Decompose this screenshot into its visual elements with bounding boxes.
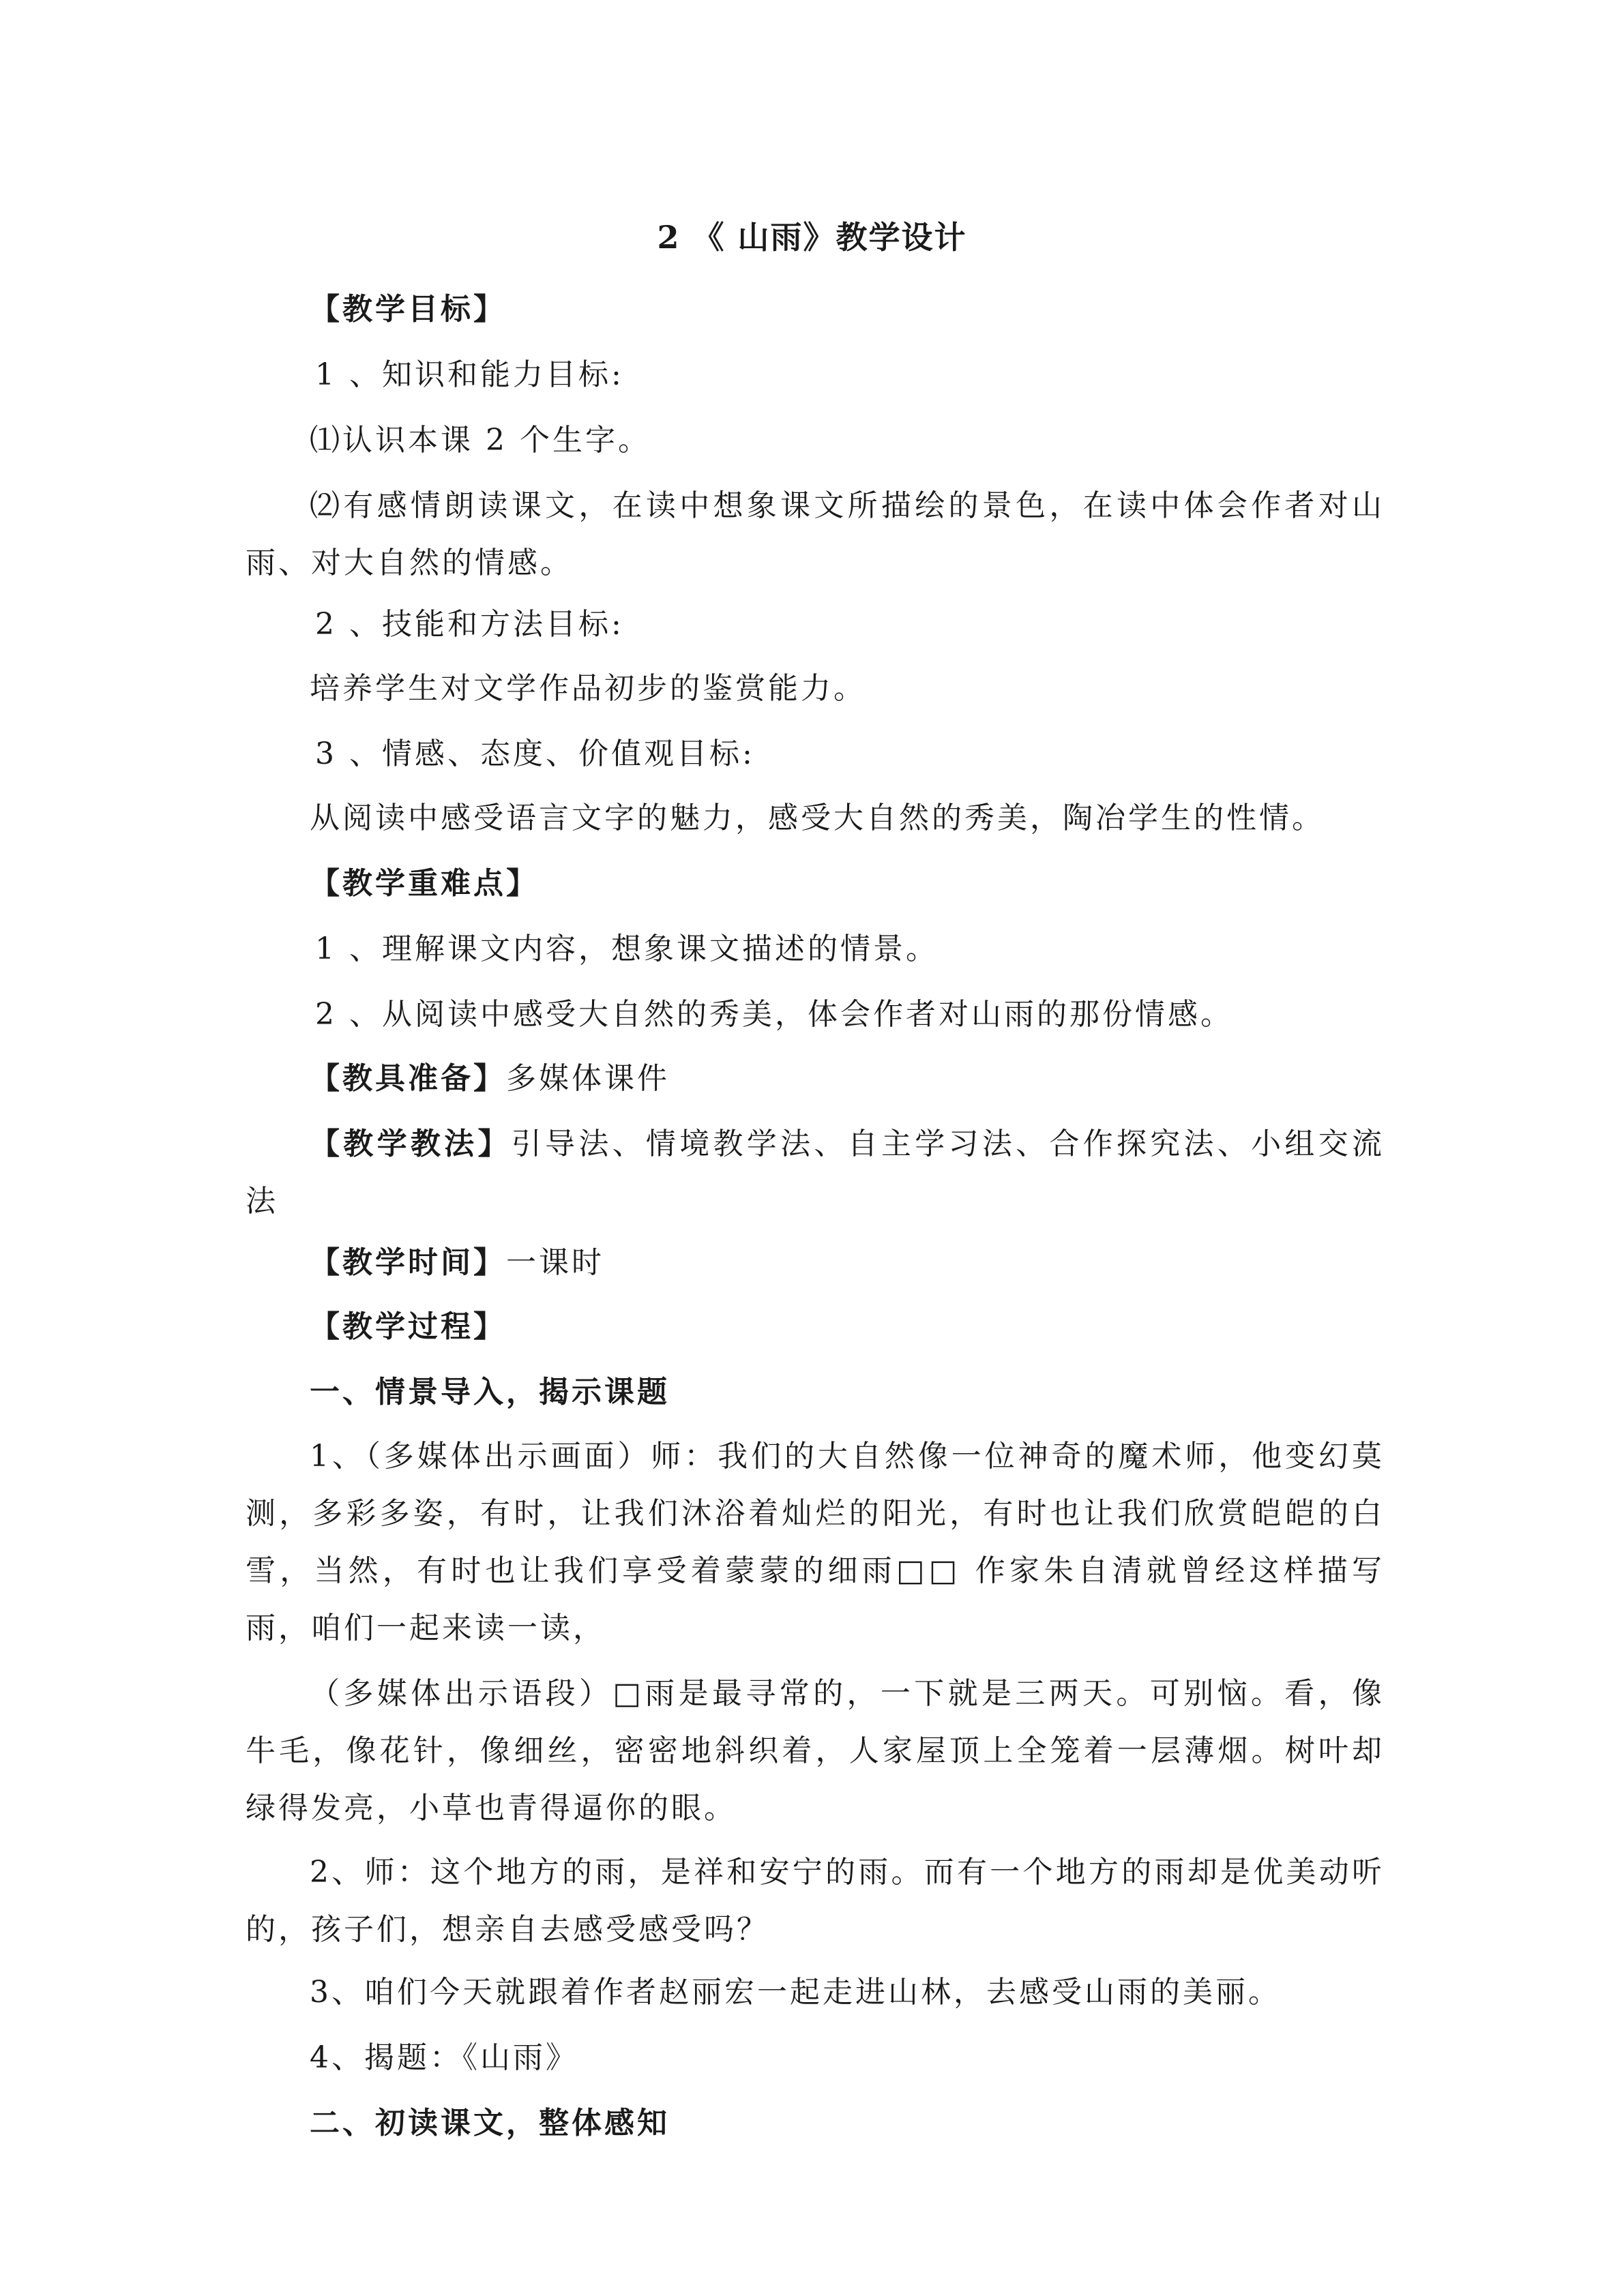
process-heading: 【教学过程】 <box>310 1309 506 1344</box>
tools-label: 【教具准备】 <box>310 1061 506 1096</box>
time-line <box>310 1234 1449 1292</box>
tools-line <box>310 1050 1449 1107</box>
methods-line <box>246 1116 1385 1230</box>
section-heading-1: 一、情景导入，揭示课题 <box>310 1375 670 1410</box>
page-title: 2 《 山雨》教学设计 <box>657 219 967 256</box>
process-paragraph-3: 2、师：这个地方的雨，是祥和安宁的雨。而有一个地方的雨却是优美动听的，孩子们，想亲自去感受感受吗？ <box>246 1855 1385 1947</box>
methods-label: 【教学教法】 <box>310 1127 512 1161</box>
time-label: 【教学时间】 <box>310 1245 506 1280</box>
objective-item-1: 1 、知识和能力目标: <box>315 357 624 392</box>
objective-item-2a: 培养学生对文学作品初步的鉴赏能力。 <box>310 671 866 706</box>
key-points-heading: 【教学重难点】 <box>310 866 539 901</box>
process-paragraph-5: 4、揭题：《山雨》 <box>310 2040 578 2075</box>
process-paragraph-4: 3、咱们今天就跟着作者赵丽宏一起走进山林，去感受山雨的美丽。 <box>310 1975 1281 2010</box>
key-point-1: 1 、理解课文内容，想象课文描述的情景。 <box>315 931 939 966</box>
objective-item-1b: ⑵有感情朗读课文，在读中想象课文所描绘的景色，在读中体会作者对山雨、对大自然的情感。 <box>246 488 1385 580</box>
key-point-2: 2 、从阅读中感受大自然的秀美，体会作者对山雨的那份情感。 <box>315 997 1233 1032</box>
objective-item-2: 2 、技能和方法目标: <box>315 607 624 642</box>
objective-item-1a: ⑴认识本课 2 个生字。 <box>310 423 651 458</box>
objective-item-3: 3 、情感、态度、价值观目标: <box>315 736 755 771</box>
objective-item-3a: 从阅读中感受语言文字的魅力，感受大自然的秀美，陶冶学生的性情。 <box>310 801 1325 835</box>
objectives-heading: 【教学目标】 <box>310 292 506 327</box>
methods-value: 引导法、情境教学法、自主学习法、合作探究法、小组交流法 <box>246 1127 1385 1219</box>
time-value: 一课时 <box>506 1245 604 1280</box>
section-heading-2: 二、初读课文，整体感知 <box>310 2106 670 2141</box>
process-paragraph-2: （多媒体出示语段）□雨是最寻常的，一下就是三两天。可别恼。看，像牛毛，像花针，像细丝，密密地斜织着，人家屋顶上全笼着一层薄烟。树叶却绿得发亮，小草也青得逼你的眼。 <box>246 1676 1385 1825</box>
tools-value: 多媒体课件 <box>506 1061 670 1096</box>
process-paragraph-1: 1、（多媒体出示画面）师：我们的大自然像一位神奇的魔术师，他变幻莫测，多彩多姿，有时，让我们沐浴着灿烂的阳光，有时也让我们欣赏皑皑的白雪，当然，有时也让我们享受着蒙蒙的细雨□□ 作家朱自清就曾经这样描写雨，咱们一起来读一读， <box>246 1439 1385 1645</box>
